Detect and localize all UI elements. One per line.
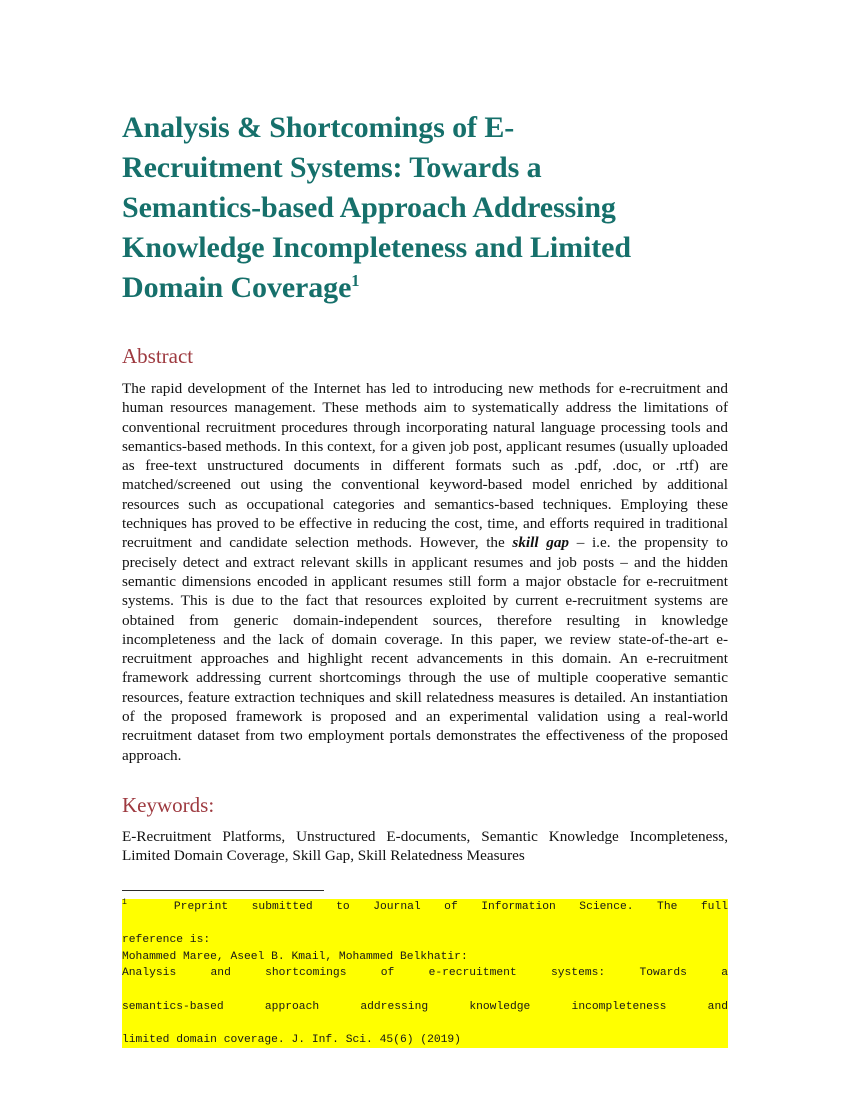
keywords-heading: Keywords: — [122, 792, 215, 817]
footnote-line-1: $^1$ Preprint submitted to Journal of Information Science. The full — [122, 899, 728, 932]
footnote-block — [122, 890, 728, 1048]
footnote-reference — [122, 949, 728, 1049]
abstract-heading: Abstract — [122, 344, 194, 368]
footnote-line-5: semantics-based approach addressing knowledge incompleteness and — [122, 999, 728, 1032]
title-line-2: Recruitment Systems: Towards a — [122, 151, 542, 184]
abstract-paragraph — [122, 379, 728, 765]
footnote-marker: 1 — [122, 898, 127, 908]
title-line-1: Analysis & Shortcomings of E- — [122, 111, 515, 144]
page-title — [122, 0, 728, 308]
footnote-line-6: limited domain coverage. J. Inf. Sci. 45(6) (2019) — [122, 1032, 728, 1049]
title-line-4: Knowledge Incompleteness and Limited — [122, 231, 631, 264]
page-content-column — [122, 0, 728, 866]
title-line-5: Domain Coverage — [122, 271, 352, 304]
footnote-line-4: Analysis and shortcomings of e-recruitment systems: Towards a — [122, 965, 728, 998]
footnote-separator-rule — [122, 890, 324, 891]
keywords-paragraph: E-Recruitment Platforms, Unstructured E-documents, Semantic Knowledge Incompleteness, Limited Domain Coverage, Skill Gap, Skill Relatedness Measures — [122, 827, 728, 865]
abstract-text-part-2: – i.e. the propensity to precisely detect and extract relevant skills in applicant resumes and job posts – and the hidden semantic dimensions encoded in applicant resumes still form a major obstacle for e-recruitment systems. This is due to the fact that resources exploited by current e-recruitment systems are obtained from generic domain-independent sources, therefore resulting in knowledge incompleteness and the lack of domain coverage. In this paper, we review state-of-the-art e-recruitment approaches and highlight recent advancements in this domain. An e-recruitment framework addressing current shortcomings through the use of multiple cooperative semantic resources, feature extraction techniques and skill relatedness measures is detailed. An instantiation of the proposed framework is proposed and an experimental validation using a real-world recruitment dataset from two employment portals demonstrates the effectiveness of the proposed approach. — [122, 534, 728, 764]
abstract-text-part-1: The rapid development of the Internet has led to introducing new methods for e-recruitment and human resources management. These methods aim to systematically address the limitations of conventional recruitment procedures through incorporating natural language processing tools and semantics-based methods. In this context, for a given job post, applicant resumes (usually uploaded as free-text unstructured documents in different formats such as .pdf, .doc, or .rtf) are matched/screened out using the conventional keyword-based model enriched by additional resources such as occupational categories and semantics-based techniques. Employing these techniques has proved to be effective in reducing the cost, time, and efforts required in traditional recruitment and candidate selection methods. However, the — [122, 380, 728, 552]
abstract-emphasis-term: skill gap — [512, 534, 570, 552]
footnote-text — [122, 899, 728, 1048]
footnote-line-3: Mohammed Maree, Aseel B. Kmail, Mohammed Belkhatir: — [122, 949, 728, 966]
footnote-line-2: reference is: — [122, 932, 728, 949]
title-line-3: Semantics-based Approach Addressing — [122, 191, 616, 224]
footnote-preprint-note — [122, 899, 728, 949]
title-footnote-marker: 1 — [351, 271, 360, 290]
